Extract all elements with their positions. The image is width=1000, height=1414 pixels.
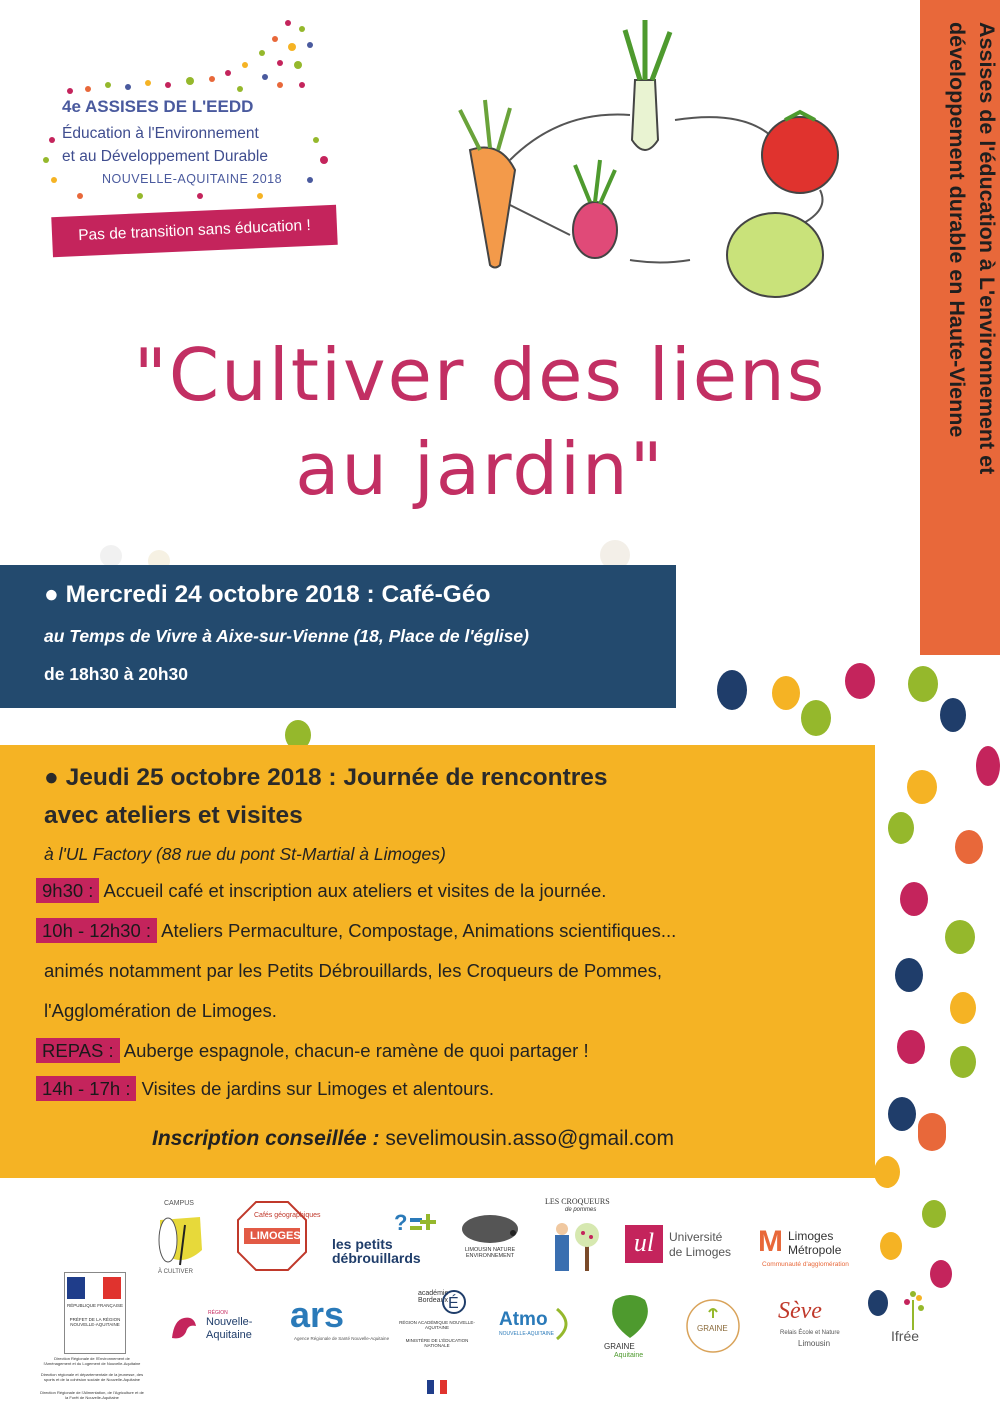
- assises-eedd-logo: [40, 15, 340, 255]
- event1-heading-text: Mercredi 24 octobre 2018 : Café-Géo: [65, 581, 491, 608]
- schedule-tag: 14h - 17h :: [36, 1076, 136, 1101]
- ul-icon: ul: [625, 1225, 663, 1263]
- question-plus-icon: [392, 1210, 442, 1238]
- cafes-geo-logo: [236, 1200, 321, 1272]
- metropole-text: Limoges: [788, 1229, 834, 1243]
- dot: [772, 676, 800, 710]
- dot: [874, 1156, 900, 1188]
- atmo-arc-icon: [555, 1307, 575, 1341]
- dot: [100, 545, 122, 567]
- slogan-banner: Pas de transition sans éducation !: [51, 205, 337, 257]
- dot: [940, 698, 966, 732]
- schedule-text: Visites de jardins sur Limoges et alentours.: [136, 1078, 494, 1099]
- nouvelle-aquitaine-region-logo: [168, 1308, 263, 1348]
- schedule-text: l'Agglomération de Limoges.: [44, 1000, 277, 1021]
- ifree-text: Ifrée: [891, 1328, 920, 1344]
- contact-email[interactable]: sevelimousin.asso@gmail.com: [379, 1127, 674, 1150]
- atmo-text: Atmo: [499, 1309, 548, 1330]
- region-text3: Aquitaine: [206, 1329, 252, 1341]
- dot: [950, 992, 976, 1024]
- atmo-text2: NOUVELLE-AQUITAINE: [499, 1331, 554, 1337]
- ars-text2: Agence Régionale de Santé Nouvelle-Aquitaine: [294, 1336, 390, 1341]
- main-title: [50, 328, 910, 516]
- croqueurs-text2: de pommes: [565, 1207, 597, 1213]
- lion-icon: [168, 1312, 198, 1342]
- croqueurs-text: LES CROQUEURS: [545, 1197, 610, 1206]
- prefet-text5: Direction Régionale de l'Alimentation, de l'Agriculture et de la Forêt de Nouvelle-Aquitaine: [40, 1390, 144, 1400]
- prefet-text1: RÉPUBLIQUE FRANÇAISE: [67, 1303, 124, 1308]
- side-banner: [920, 0, 1000, 655]
- campus-text: CAMPUS: [164, 1200, 194, 1207]
- universite-text2: de Limoges: [669, 1245, 732, 1259]
- dot: [908, 666, 938, 702]
- french-flag-icon: [65, 1273, 125, 1303]
- limousin-nature-logo: [455, 1205, 525, 1270]
- contact-label: Inscription conseillée :: [152, 1127, 380, 1150]
- contact-line: [152, 1127, 674, 1151]
- dot: [880, 1232, 902, 1260]
- region-text2: Nouvelle-: [206, 1316, 253, 1328]
- event2-heading-line2: avec ateliers et visites: [44, 802, 303, 829]
- side-banner-line1: Assises de l'éducation à L'environnement et: [975, 22, 999, 475]
- schedule-text: Auberge espagnole, chacun-e ramène de quoi partager !: [119, 1040, 589, 1061]
- region-text: RÉGION: [208, 1310, 228, 1316]
- academie-text2: RÉGION ACADÉMIQUE NOUVELLE-AQUITAINE: [399, 1320, 475, 1330]
- schedule-row: [36, 920, 676, 942]
- schedule-tag: REPAS :: [36, 1038, 120, 1063]
- prefet-text2: PRÉFET DE LA RÉGION NOUVELLE-AQUITAINE: [69, 1317, 121, 1327]
- dot: [845, 663, 875, 699]
- dot: [888, 812, 914, 844]
- schedule-row: [36, 1040, 589, 1062]
- dot: [888, 1097, 916, 1131]
- dot: [945, 920, 975, 954]
- main-title-line1: "Cultiver des liens: [133, 333, 827, 417]
- metropole-text3: Communauté d'agglomération: [762, 1261, 849, 1268]
- cafes-text2: LIMOGES: [250, 1230, 301, 1242]
- petits-text: les petits: [332, 1236, 393, 1252]
- gardener-icon: [547, 1215, 607, 1275]
- event2-location: à l'UL Factory (88 rue du pont St-Martial à Limoges): [44, 844, 446, 864]
- seve-text: Sève: [778, 1298, 822, 1324]
- schedule-text: animés notamment par les Petits Débrouillards, les Croqueurs de Pommes,: [44, 960, 662, 981]
- petits-text2: débrouillards: [332, 1250, 421, 1266]
- event1-box: [0, 565, 676, 708]
- main-title-line2: au jardin": [295, 427, 665, 511]
- academie-e-icon: [442, 1286, 466, 1316]
- leaf-icon: [605, 1290, 655, 1340]
- ars-logo: [288, 1294, 390, 1348]
- confetti-dots-icon: [40, 130, 340, 200]
- dot: [950, 1046, 976, 1078]
- logo-line4: NOUVELLE-AQUITAINE 2018: [102, 172, 283, 186]
- limousin-nature-text: LIMOUSIN NATURE ENVIRONNEMENT: [464, 1247, 516, 1259]
- croqueurs-pommes-logo: [543, 1195, 613, 1280]
- ars-text: ars: [290, 1294, 345, 1335]
- french-flag-icon: [427, 1380, 447, 1394]
- atmo-logo: [495, 1305, 580, 1345]
- confetti-dots-icon: [40, 15, 340, 105]
- m-icon: M: [758, 1225, 783, 1258]
- graine-limousin-text: GRAINE: [697, 1324, 728, 1333]
- schedule-row: [36, 1078, 494, 1100]
- campus-text2: À CULTIVER: [158, 1269, 193, 1275]
- marianne-block: [64, 1272, 126, 1354]
- academie-text3: MINISTÈRE DE L'ÉDUCATION NATIONALE: [405, 1338, 469, 1348]
- schedule-row: [44, 1000, 277, 1022]
- petits-debrouillards-logo: [330, 1210, 440, 1265]
- graine-text2: Aquitaine: [614, 1352, 644, 1359]
- event2-heading-line1: Jeudi 25 octobre 2018 : Journée de rencontres: [65, 764, 608, 791]
- event2-heading: ● Jeudi 25 octobre 2018 : Journée de rencontres avec ateliers et visites: [44, 759, 608, 835]
- logo-line1: 4e ASSISES DE L'EEDD: [62, 97, 254, 116]
- schedule-text: Ateliers Permaculture, Compostage, Animations scientifiques...: [157, 920, 677, 941]
- seve-text3: Limousin: [798, 1339, 831, 1348]
- event1-location: au Temps de Vivre à Aixe-sur-Vienne (18, Place de l'église): [44, 626, 529, 646]
- side-banner-line2: développement durable en Haute-Vienne: [945, 22, 969, 438]
- schedule-tag: 10h - 12h30 :: [36, 918, 157, 943]
- academie-text: académie Bordeaux: [418, 1290, 449, 1304]
- seve-text2: Relais École et Nature: [780, 1330, 840, 1336]
- dot: [801, 700, 831, 736]
- prefet-text3: Direction Régionale de l'Environnement de l'Aménagement et du Logement de Nouvelle-Aquitaine: [43, 1356, 141, 1366]
- event2-box: [0, 745, 875, 1178]
- ifree-logo: [885, 1290, 945, 1355]
- campus-a-cultiver-logo: [140, 1195, 210, 1280]
- dot: [900, 882, 928, 916]
- svg-text:?: ?: [394, 1210, 408, 1235]
- dot: [895, 958, 923, 992]
- dot: [717, 670, 747, 710]
- dot: [897, 1030, 925, 1064]
- event1-time: de 18h30 à 20h30: [44, 664, 188, 684]
- svg-text:É: É: [448, 1295, 459, 1312]
- dot: [930, 1260, 952, 1288]
- universite-limoges-logo: [625, 1225, 745, 1270]
- event1-heading: ● Mercredi 24 octobre 2018 : Café-Géo: [44, 581, 491, 608]
- dot: [907, 770, 937, 804]
- dot: [976, 746, 1000, 786]
- universite-text: Université: [669, 1230, 723, 1244]
- logo-line2: Éducation à l'Environnement: [62, 125, 259, 142]
- prefet-text4: Direction régionale et départementale de la jeunesse, des sports et de la cohésion sociale de Nouvelle-Aquitaine: [40, 1372, 144, 1382]
- graine-text: GRAINE: [604, 1342, 635, 1351]
- schedule-row: [36, 880, 606, 902]
- schedule-row: [44, 960, 662, 982]
- academie-bordeaux-logo: [392, 1282, 482, 1402]
- seve-logo: [768, 1298, 858, 1358]
- schedule-tag: 9h30 :: [36, 878, 99, 903]
- limoges-metropole-logo: [758, 1225, 858, 1275]
- dot: [922, 1200, 946, 1228]
- dancing-vegetables-illustration: [440, 20, 880, 310]
- graine-aquitaine-logo: [600, 1290, 660, 1365]
- dot: [918, 1113, 946, 1151]
- tree-icon: [893, 1290, 933, 1330]
- dot: [955, 830, 983, 864]
- hedgehog-icon: [455, 1205, 525, 1245]
- prefet-region-logo: [40, 1272, 145, 1412]
- schedule-text: Accueil café et inscription aux ateliers et visites de la journée.: [99, 880, 607, 901]
- radish-icon: [140, 1195, 210, 1280]
- graine-limousin-logo: [685, 1298, 741, 1354]
- cafes-text: Cafés géographiques: [254, 1212, 321, 1219]
- metropole-text2: Métropole: [788, 1243, 842, 1257]
- logo-line3: et au Développement Durable: [62, 148, 268, 165]
